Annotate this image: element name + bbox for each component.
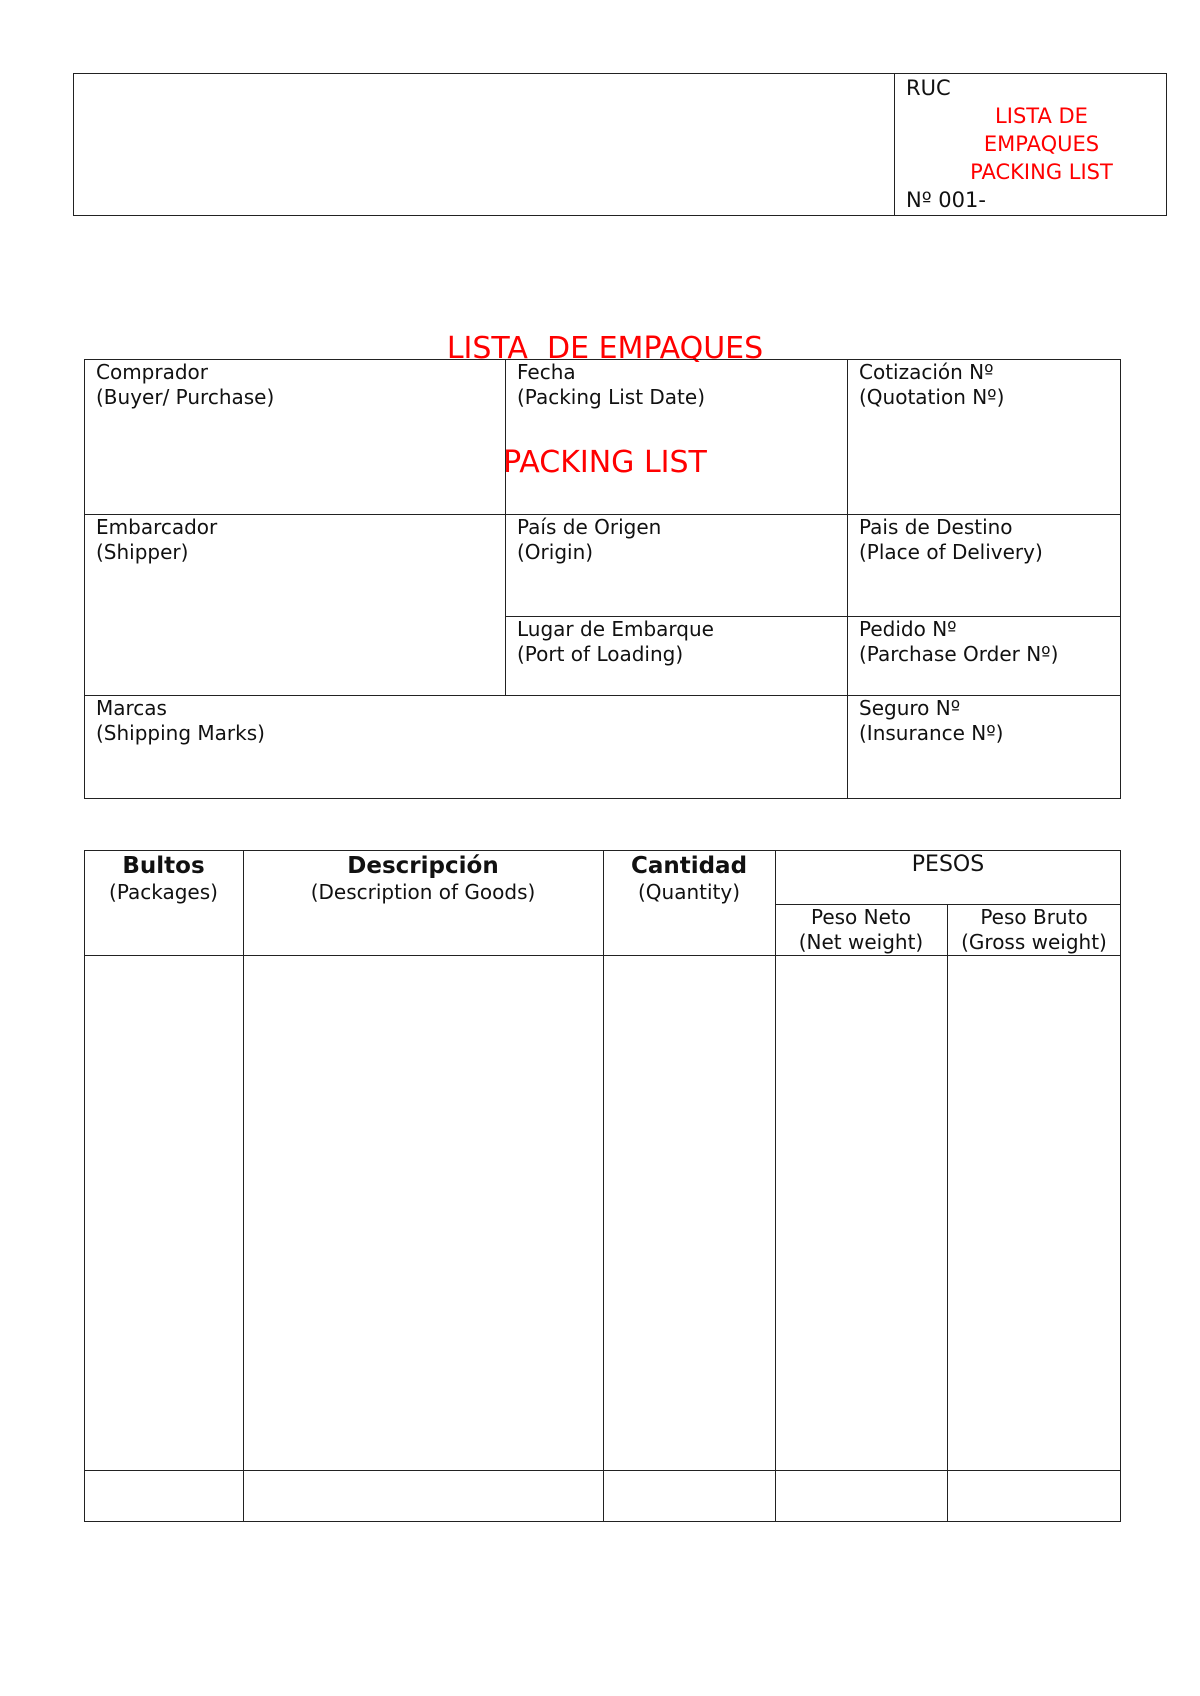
- label: Descripción: [347, 853, 499, 879]
- label: (Insurance Nº): [859, 721, 1004, 745]
- order-field[interactable]: [847, 617, 1058, 667]
- label: País de Origen: [517, 515, 662, 539]
- header-info: [894, 74, 1167, 214]
- gross-weight-header: [947, 905, 1121, 955]
- label: Peso Neto: [810, 905, 911, 929]
- title-line-2: PACKING LIST: [503, 445, 707, 480]
- document-number: Nº 001-: [906, 188, 986, 212]
- destination-field[interactable]: [847, 515, 1043, 565]
- label: (Parchase Order Nº): [859, 642, 1059, 666]
- label: Comprador: [96, 360, 209, 384]
- origin-field[interactable]: [505, 515, 661, 565]
- label: (Place of Delivery): [859, 540, 1043, 564]
- label: (Packing List Date): [517, 385, 706, 409]
- label: Peso Bruto: [980, 905, 1088, 929]
- label: Cotización Nº: [859, 360, 994, 384]
- label: (Quotation Nº): [859, 385, 1005, 409]
- label: Pedido Nº: [859, 617, 957, 641]
- label: (Shipper): [96, 540, 189, 564]
- goods-body[interactable]: [84, 955, 1121, 1470]
- buyer-field[interactable]: [84, 360, 274, 410]
- label: (Port of Loading): [517, 642, 684, 666]
- label: Cantidad: [630, 853, 748, 879]
- weights-header: PESOS: [911, 852, 985, 877]
- port-field[interactable]: [505, 617, 714, 667]
- header-title-2: EMPAQUES: [983, 132, 1100, 156]
- shipper-field[interactable]: [84, 515, 217, 565]
- date-field[interactable]: [505, 360, 705, 410]
- label: Bultos: [122, 853, 205, 879]
- label: (Packages): [109, 880, 218, 904]
- description-header: [243, 852, 603, 905]
- quantity-header: [603, 852, 775, 905]
- insurance-field[interactable]: [847, 696, 1003, 746]
- label: (Description of Goods): [310, 880, 536, 904]
- label: Marcas: [96, 696, 167, 720]
- label: (Origin): [517, 540, 594, 564]
- label: (Buyer/ Purchase): [96, 385, 275, 409]
- label: Fecha: [517, 360, 576, 384]
- quotation-field[interactable]: [847, 360, 1004, 410]
- title-line-1: LISTA DE EMPAQUES: [446, 331, 764, 366]
- label: (Gross weight): [961, 930, 1107, 954]
- ruc-label: RUC: [906, 76, 951, 100]
- label: Lugar de Embarque: [517, 617, 714, 641]
- packages-header: [84, 852, 243, 905]
- header-title-3: PACKING LIST: [970, 160, 1113, 184]
- marks-field[interactable]: [84, 696, 265, 746]
- label: Seguro Nº: [859, 696, 961, 720]
- label: Pais de Destino: [859, 515, 1013, 539]
- label: (Net weight): [798, 930, 924, 954]
- header-title-1: LISTA DE: [995, 104, 1088, 128]
- net-weight-header: [775, 905, 947, 955]
- label: (Shipping Marks): [96, 721, 265, 745]
- label: Embarcador: [96, 515, 218, 539]
- label: (Quantity): [637, 880, 741, 904]
- totals-row[interactable]: [84, 1470, 1121, 1522]
